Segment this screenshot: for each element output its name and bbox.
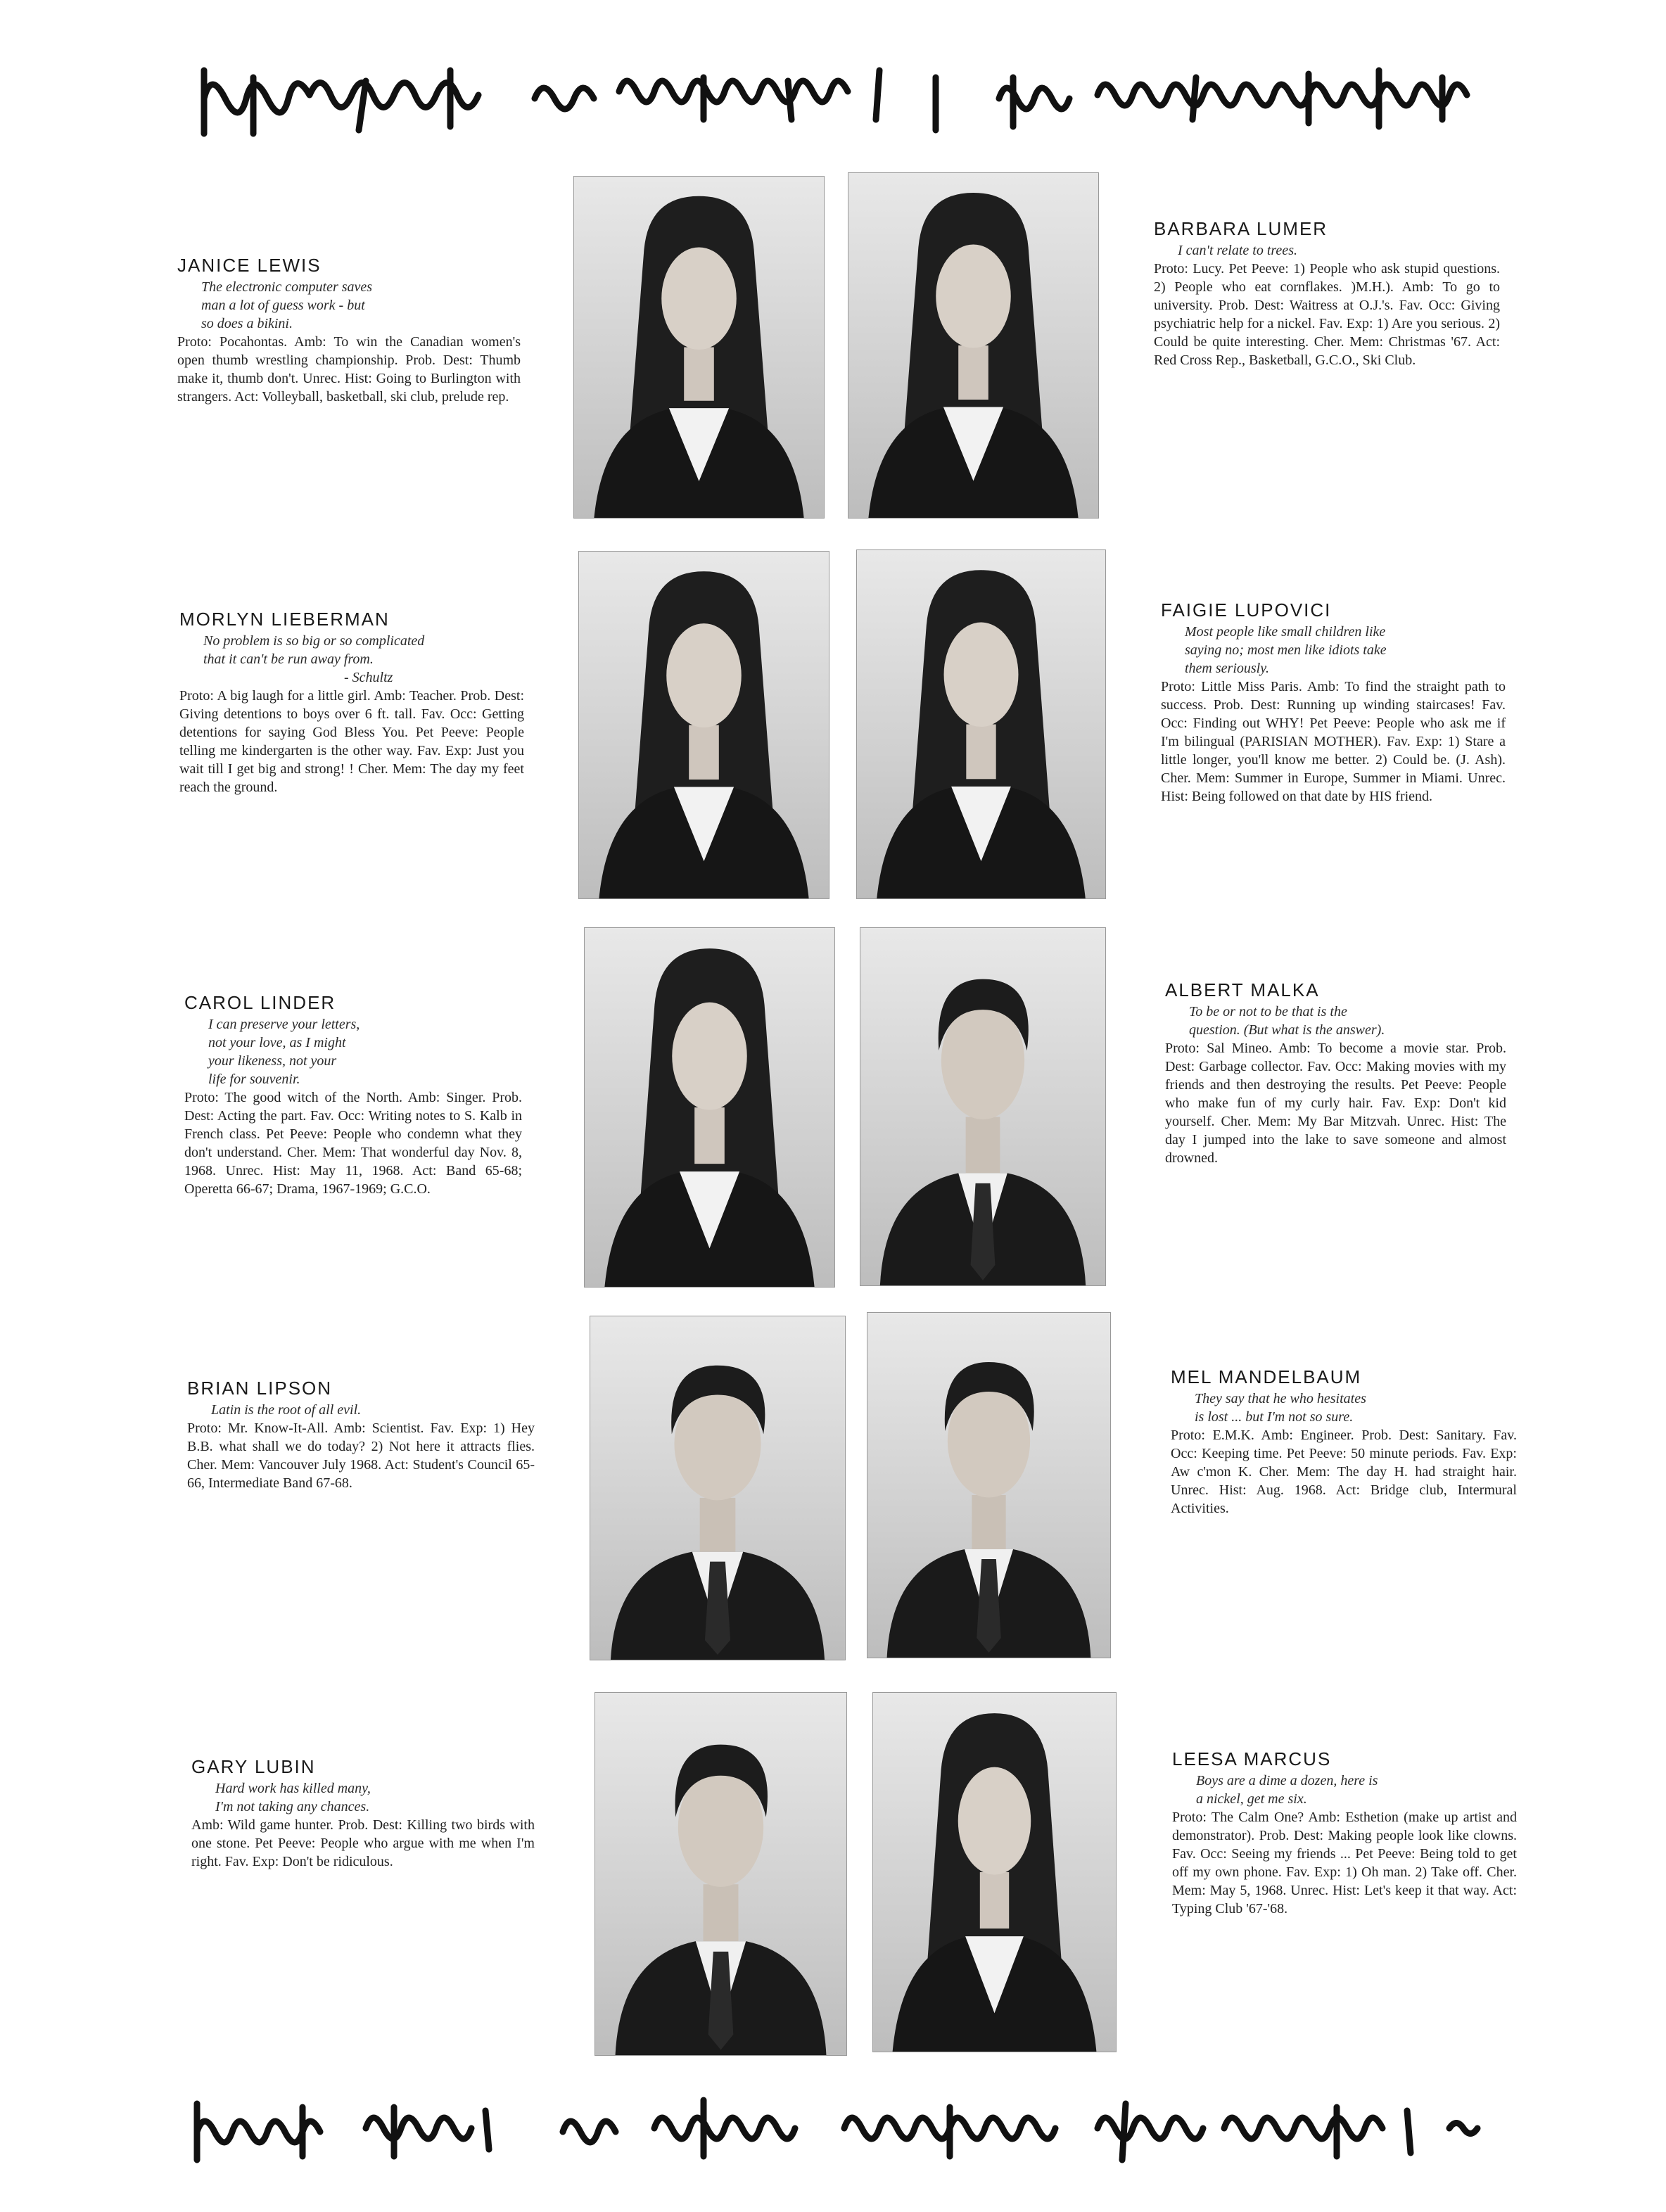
student-quote: No problem is so big or so complicated that it can't be run away from. - Schultz: [203, 633, 425, 685]
photo-gary-lubin: [594, 1692, 847, 2056]
student-bio: Amb: Wild game hunter. Prob. Dest: Killing two birds with one stone. Pet Peeve: People who argue with me when I'm right. Fav. Exp: Don't be ridiculous.: [191, 1817, 535, 1869]
student-quote: Latin is the root of all evil.: [211, 1402, 362, 1418]
student-quote: I can preserve your letters, not your love, as I might your likeness, not your life for souvenir.: [208, 1017, 360, 1087]
entry-brian-lipson: [187, 1378, 535, 1492]
student-quote: Hard work has killed many, I'm not taking any chances.: [215, 1781, 371, 1814]
footer-script-band: [0, 2079, 1666, 2170]
photo-morlyn-lieberman: [578, 551, 829, 899]
student-quote: I can't relate to trees.: [1178, 243, 1297, 258]
student-bio: Proto: E.M.K. Amb: Engineer. Prob. Dest: Sanitary. Fav. Occ: Keeping time. Pet Peeve: 50 minute periods. Fav. Exp: Aw c'mon K. Cher. Mem: The day H. had straight hair. Unrec. Hist: Aug. 1968. Act: Bridge club, Intermural Activities.: [1171, 1428, 1517, 1516]
entry-gary-lubin: [191, 1756, 535, 1871]
student-name: MEL MANDELBAUM: [1171, 1366, 1362, 1387]
student-quote: Boys are a dime a dozen, here is a nickel, get me six.: [1196, 1773, 1378, 1807]
student-quote: The electronic computer saves man a lot of guess work - but so does a bikini.: [201, 279, 373, 331]
student-bio: Proto: Little Miss Paris. Amb: To find the straight path to success. Prob. Dest: Running up winding staircases! Fav. Occ: Finding out WHY! Pet Peeve: People who ask me if I'm bilingual (PARISIAN MOTHER). Fav. Exp: 1) Stare a little longer, you'll know me better. 2) Could be. (J. Ash). Cher. Mem: Summer in Europe, Summer in Miami. Unrec. Hist: Being followed on that date by HIS friend.: [1161, 679, 1506, 804]
student-quote: To be or not to be that is the question. (But what is the answer).: [1189, 1004, 1385, 1038]
photo-brian-lipson: [590, 1316, 846, 1660]
student-bio: Proto: Mr. Know-It-All. Amb: Scientist. Fav. Exp: 1) Hey B.B. what shall we do today? 2) Not here it attracts flies. Cher. Mem: Vancouver July 1968. Act: Student's Council 65-66, Intermediate Band 67-68.: [187, 1420, 535, 1491]
portrait-female-silhouette: [848, 173, 1098, 518]
student-quote: They say that he who hesitates is lost ... but I'm not so sure.: [1195, 1391, 1366, 1425]
header-script-band: [0, 49, 1666, 141]
portrait-male-silhouette: [867, 1313, 1110, 1658]
portrait-female-silhouette: [857, 550, 1105, 898]
portrait-male-silhouette: [860, 928, 1105, 1285]
entry-barbara-lumer: [1154, 218, 1500, 369]
student-name: JANICE LEWIS: [177, 255, 322, 276]
student-bio: Proto: A big laugh for a little girl. Amb: Teacher. Prob. Dest: Giving detentions to boys over 6 ft. tall. Fav. Occ: Getting detentions for saying God Bless You. Pet Peeve: People telling me kindergarten is the other way. Fav. Exp: Just you wait till I get big and strong! ! Cher. Mem: The day my feet reach the ground.: [179, 688, 524, 795]
student-name: BRIAN LIPSON: [187, 1378, 333, 1399]
photo-albert-malka: [860, 927, 1106, 1286]
photo-faigie-lupovici: [856, 549, 1106, 899]
student-name: CAROL LINDER: [184, 992, 336, 1013]
student-name: BARBARA LUMER: [1154, 218, 1328, 239]
portrait-male-silhouette: [590, 1316, 845, 1660]
student-bio: Proto: The Calm One? Amb: Esthetion (make up artist and demonstrator). Prob. Dest: Making people look like clowns. Fav. Occ: Seeing my friends ... Pet Peeve: Being told to get off my own phone. Fav. Exp: 1) Oh man. 2) Take off. Cher. Mem: May 5, 1968. Unrec. Hist: Let's keep it that way. Act: Typing Club '67-'68.: [1172, 1810, 1517, 1917]
photo-mel-mandelbaum: [867, 1312, 1111, 1658]
photo-leesa-marcus: [872, 1692, 1117, 2052]
portrait-male-silhouette: [595, 1693, 846, 2055]
photo-carol-linder: [584, 927, 835, 1288]
entry-janice-lewis: [177, 255, 521, 406]
photo-barbara-lumer: [848, 172, 1099, 519]
footer-calligraphy: [0, 2079, 1666, 2170]
student-name: ALBERT MALKA: [1165, 979, 1320, 1000]
entry-carol-linder: [184, 992, 522, 1198]
header-calligraphy: [0, 49, 1666, 141]
entry-leesa-marcus: [1172, 1748, 1517, 1918]
student-bio: Proto: Sal Mineo. Amb: To become a movie star. Prob. Dest: Garbage collector. Fav. Occ: Making movies with my friends and then destroying the results. Pet Peeve: People who make fun of my curly hair. Fav. Exp: Don't kid yourself. Cher. Mem: My Bar Mitzvah. Unrec. Hist: The day I jumped into the lake to save someone and almost drowned.: [1165, 1041, 1506, 1166]
entry-faigie-lupovici: [1161, 599, 1506, 806]
entry-mel-mandelbaum: [1171, 1366, 1517, 1518]
student-name: GARY LUBIN: [191, 1756, 316, 1777]
student-name: MORLYN LIEBERMAN: [179, 609, 390, 630]
portrait-female-silhouette: [585, 928, 834, 1287]
student-bio: Proto: The good witch of the North. Amb: Singer. Prob. Dest: Acting the part. Fav. Occ: Writing notes to S. Kalb in French class. Pet Peeve: People who condemn what they don't understand. Cher. Mem: That wonderful day Nov. 8, 1968. Unrec. Hist: May 11, 1968. Act: Band 65-68; Operetta 66-67; Drama, 1967-1969; G.C.O.: [184, 1090, 522, 1197]
student-quote: Most people like small children like saying no; most men like idiots take them seriously.: [1185, 624, 1387, 676]
portrait-female-silhouette: [873, 1693, 1116, 2052]
entry-albert-malka: [1165, 979, 1506, 1167]
student-name: FAIGIE LUPOVICI: [1161, 599, 1332, 621]
photo-janice-lewis: [573, 176, 825, 519]
portrait-female-silhouette: [579, 552, 829, 898]
student-bio: Proto: Pocahontas. Amb: To win the Canadian women's open thumb wrestling championship. Prob. Dest: Thumb make it, thumb don't. Unrec. Hist: Going to Burlington with strangers. Act: Volleyball, basketball, ski club, prelude rep.: [177, 334, 521, 405]
portrait-female-silhouette: [574, 177, 824, 518]
student-name: LEESA MARCUS: [1172, 1748, 1332, 1769]
entry-morlyn-lieberman: [179, 609, 524, 796]
student-bio: Proto: Lucy. Pet Peeve: 1) People who ask stupid questions. 2) People who eat cornflakes. )M.H.). Amb: To go to university. Prob. Dest: Waitress at O.J.'s. Fav. Occ: Giving psychiatric help for a nickel. Fav. Exp: 1) Are you serious. 2) Could be quite interesting. Cher. Mem: Christmas '67. Act: Red Cross Rep., Basketball, G.C.O., Ski Club.: [1154, 261, 1500, 368]
